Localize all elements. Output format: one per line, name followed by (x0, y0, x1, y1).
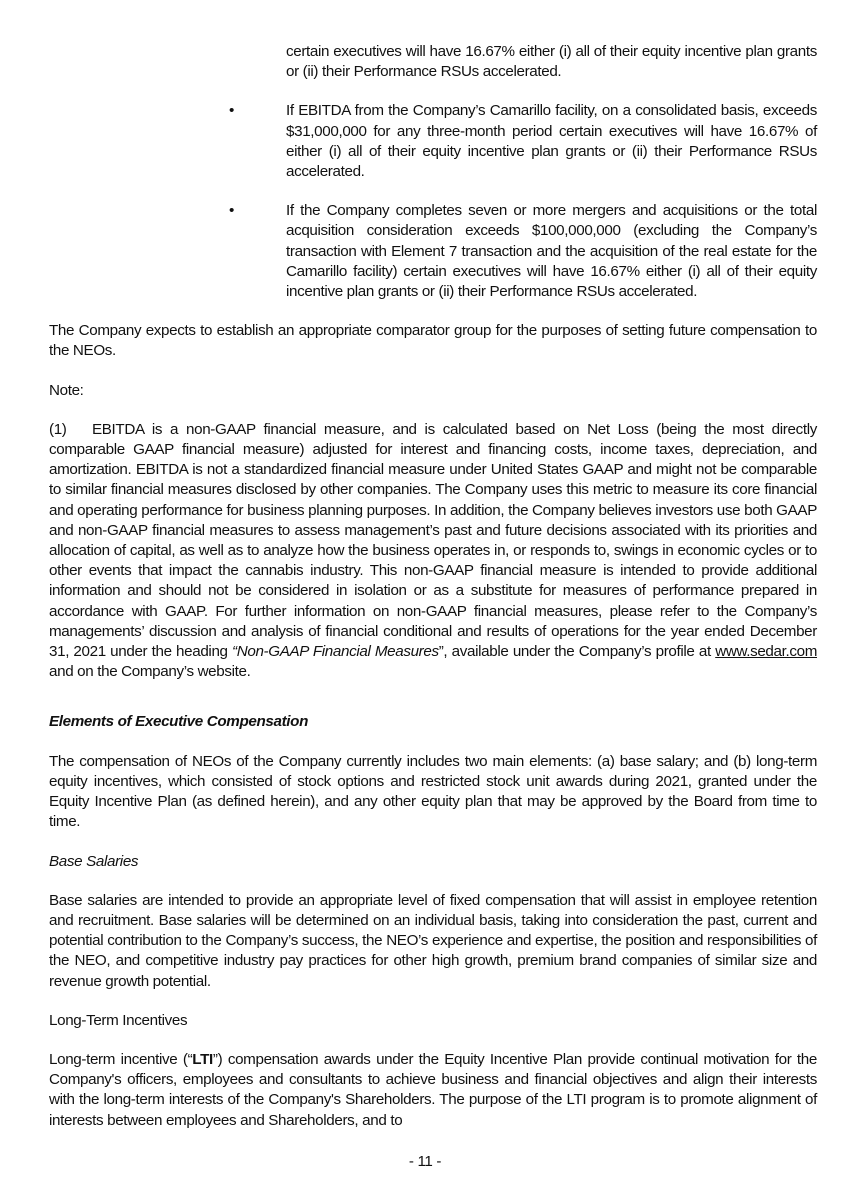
comparator-paragraph: The Company expects to establish an appropriate comparator group for the purposes of setting future compensation to the NEOs. (49, 322, 817, 360)
base-salaries-paragraph: Base salaries are intended to provide an appropriate level of fixed compensation that will assist in employee retention and recruitment. Base salaries will be determined on an individual basis, taking into consideration the past, current and potential contribution to the Company’s success, the NEO’s experience and expertise, the position and responsibilities of the NEO, and competitive industry pay practices for other high growth, premium brand companies of similar size and revenue growth potential. (49, 891, 817, 990)
note-paragraph (49, 420, 817, 683)
lti-text-continued: ”) compensation awards under the Equity Incentive Plan provide continual motivation for the Company's officers, employees and consultants to achieve business and financial objectives and align their interests with the long-term interests of the Company's Shareholders. The purpose of the LTI program is to promote alignment of interests between employees and Shareholders, and to (49, 1050, 817, 1129)
sedar-link[interactable]: www.sedar.com (715, 643, 818, 661)
note-text-end: and on the Company’s website. (49, 663, 251, 681)
section-heading-elements: Elements of Executive Compensation (49, 713, 309, 731)
bullet-icon: • (229, 202, 234, 220)
subheading-long-term-incentives: Long-Term Incentives (49, 1011, 188, 1029)
note-text: EBITDA is a non-GAAP financial measure, and is calculated based on Net Loss (being the most directly comparable GAAP financial measure) adjusted for interest and financing costs, income taxes, depreciation, and amortization. EBITDA is not a standardized financial measure under United States GAAP and might not be comparable to similar financial measures disclosed by other companies. The Company uses this metric to measure its core financial and operating performance for business planning purposes. In addition, the Company believes investors use both GAAP and non-GAAP financial measures to assess management’s past and future decisions associated with its priorities and allocation of capital, as well as to analyze how the business operates in, or responds to, swings in economic cycles or to other events that impact the cannabis industry. This non-GAAP financial measure is intended to provide additional information and should not be considered in isolation or as a substitute for measures of performance prepared in accordance with GAAP. For further information on non-GAAP financial measures, please refer to the Company’s managements’ discussion and analysis of financial conditional and results of operations for the year ended December 31, 2021 under the heading (49, 420, 817, 661)
bullet-text: If the Company completes seven or more mergers and acquisitions or the total acquisition consideration exceeds $100,000,000 (excluding the Company’s transaction with Element 7 transaction and the acquisition of the real estate for the Camarillo facility) certain executives will have 16.67% either (i) all of their equity incentive plan grants or (ii) their Performance RSUs accelerated. (286, 202, 817, 301)
note-label: Note: (49, 381, 84, 399)
subheading-base-salaries: Base Salaries (49, 852, 139, 870)
note-text-continued: ”, available under the Company’s profile at (438, 643, 716, 661)
document-page (49, 42, 817, 1131)
bullet-item-ebitda (229, 101, 817, 182)
bullet-item-acquisitions (229, 201, 817, 302)
bullet-icon: • (229, 102, 234, 120)
long-term-incentives-paragraph (49, 1050, 817, 1131)
bullet-continuation: certain executives will have 16.67% either (i) all of their equity incentive plan grants or (ii) their Performance RSUs accelerated. (286, 43, 817, 81)
page-number: - 11 - (408, 1153, 442, 1170)
bullet-text: If EBITDA from the Company’s Camarillo facility, on a consolidated basis, exceeds $31,000,000 for any three-month period certain executives will have 16.67% of either (i) all of their equity incentive plan grants or (ii) their Performance RSUs accelerated. (286, 102, 817, 181)
elements-intro-paragraph: The compensation of NEOs of the Company currently includes two main elements: (a) base salary; and (b) long-term equity incentives, which consisted of stock options and restricted stock unit awards during 2021, granted under the Equity Incentive Plan (as defined herein), and any other equity plan that may be approved by the Board from time to time. (49, 752, 817, 831)
lti-defined-term: LTI (192, 1050, 213, 1068)
lti-text: Long-term incentive (“ (49, 1050, 193, 1068)
note-heading-reference: “Non-GAAP Financial Measures (232, 643, 439, 661)
note-number: (1) (49, 420, 67, 438)
